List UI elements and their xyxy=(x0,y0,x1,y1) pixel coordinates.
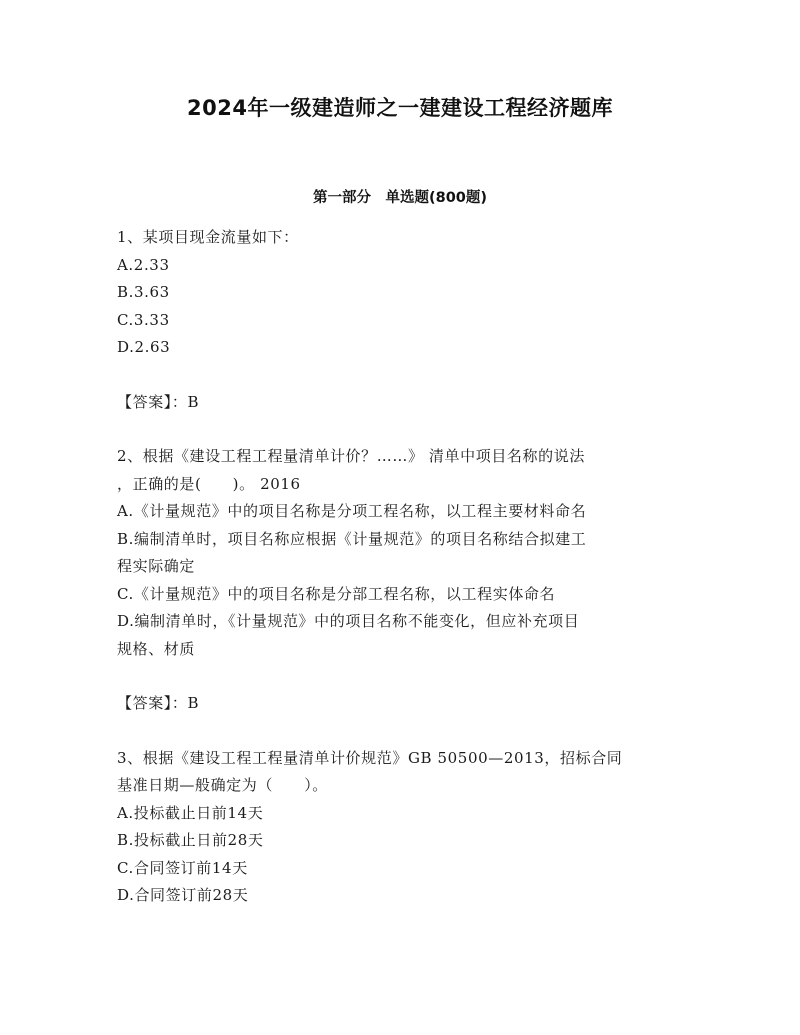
option-d: D.2.63 xyxy=(117,338,171,356)
question-2 xyxy=(117,443,689,718)
option-b-continued: 程实际确定 xyxy=(117,557,196,575)
question-stem: 2、根据《建设工程工程量清单计价？……》 清单中项目名称的说法 xyxy=(117,447,585,465)
option-d: D.合同签订前28天 xyxy=(117,886,249,904)
option-b: B.编制清单时，项目名称应根据《计量规范》的项目名称结合拟建工 xyxy=(117,529,587,548)
option-d: D.编制清单时，《计量规范》中的项目名称不能变化，但应补充项目 xyxy=(117,612,580,630)
document-title: 2024年一级建造师之一建建设工程经济题库 xyxy=(187,96,613,120)
question-list xyxy=(117,224,689,910)
question-stem-continued: 基准日期—般确定为（ ）。 xyxy=(117,776,328,794)
option-a: A.2.33 xyxy=(117,255,170,274)
answer-label: 【答案】：B xyxy=(117,392,200,411)
question-stem: 1、某项目现金流量如下： xyxy=(117,228,299,246)
option-c: C.3.33 xyxy=(117,310,170,329)
option-b: B.3.63 xyxy=(117,283,170,301)
option-b: B.投标截止日前28天 xyxy=(117,831,264,849)
question-3 xyxy=(117,745,689,910)
question-1 xyxy=(117,224,689,416)
option-d-continued: 规格、材质 xyxy=(117,639,196,658)
question-stem-continued: ，正确的是( )。 2016 xyxy=(117,474,301,493)
section-title: 第一部分 单选题(800题) xyxy=(312,190,488,206)
option-a: A.投标截止日前14天 xyxy=(117,803,264,822)
option-a: A.《计量规范》中的项目名称是分项工程名称，以工程主要材料命名 xyxy=(117,502,587,520)
option-c: C.《计量规范》中的项目名称是分部工程名称，以工程实体命名 xyxy=(117,584,556,603)
question-stem: 3、根据《建设工程工程量清单计价规范》GB 50500—2013，招标合同 xyxy=(117,748,623,767)
answer-label: 【答案】：B xyxy=(117,694,200,712)
option-c: C.合同签订前14天 xyxy=(117,858,248,877)
